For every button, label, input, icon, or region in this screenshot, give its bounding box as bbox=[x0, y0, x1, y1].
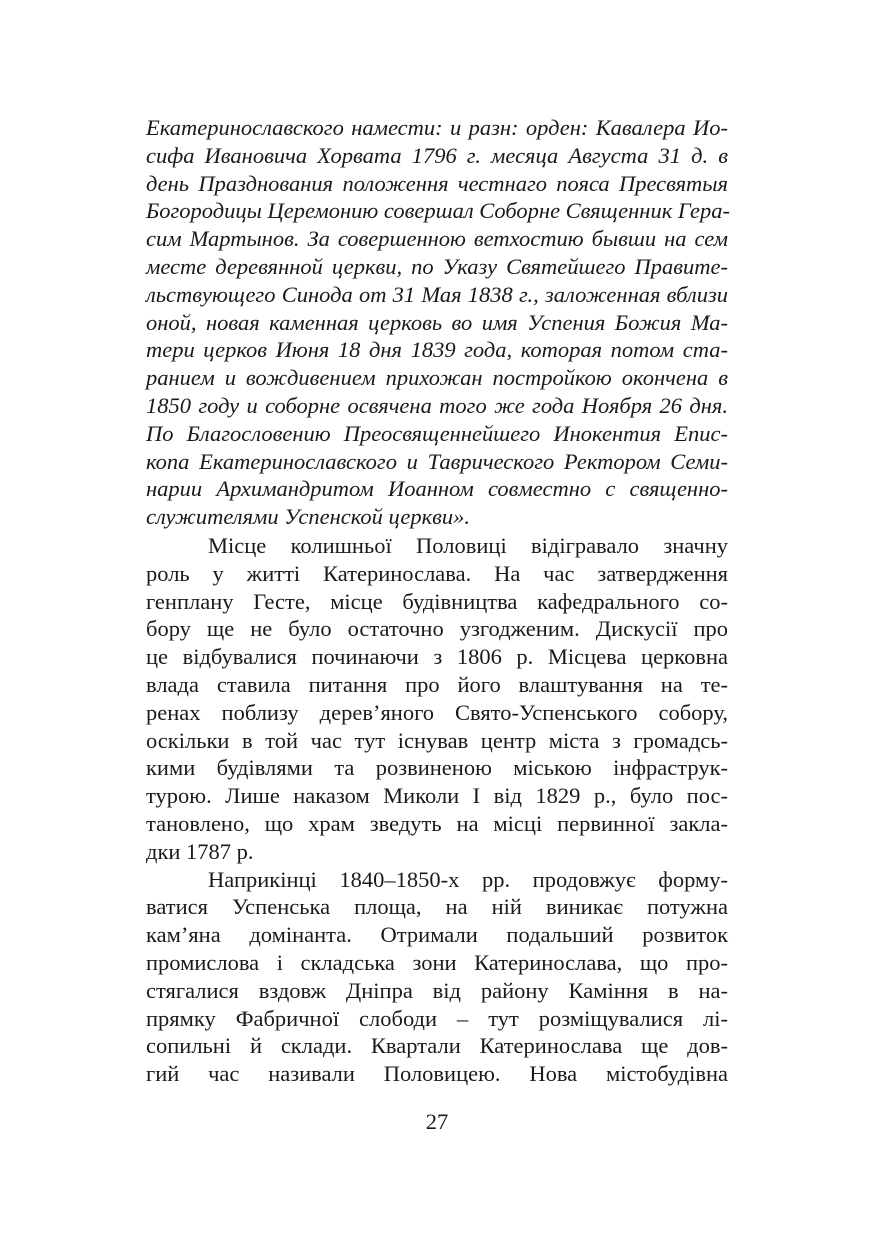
paragraph-line: промислова і складська зони Катеринослава, що про- bbox=[146, 949, 728, 975]
quoted-inscription bbox=[146, 114, 728, 531]
quote-line: копа Екатеринославского и Таврического Ректором Семи- bbox=[146, 448, 728, 474]
quote-line: ранием и вождивением прихожан постройкою окончена в bbox=[146, 365, 728, 391]
quote-line: сифа Ивановича Хорвата 1796 г. месяца Августа 31 д. в bbox=[146, 142, 728, 168]
paragraph-line: прямку Фабричної слободи – тут розміщувалися лі- bbox=[146, 1005, 728, 1031]
quote-line: Богородицы Церемонию совершал Соборне Священник Гера- bbox=[146, 198, 730, 224]
paragraph-line: Місце колишньої Половиці відігравало значну bbox=[208, 533, 728, 558]
quote-line: нарии Архимандритом Иоанном совместно с священно- bbox=[146, 476, 728, 502]
paragraph-line: генплану Гесте, місце будівництва кафедрального со- bbox=[146, 588, 728, 614]
quote-line: служителями Успенской церкви». bbox=[146, 504, 470, 530]
quote-line: 1850 году и соборне освячена того же года Ноября 26 дня. bbox=[146, 392, 728, 418]
quote-line: сим Мартынов. За совершенною ветхостию бывши на сем bbox=[146, 226, 728, 252]
quote-line: тери церков Июня 18 дня 1839 года, которая потом ста- bbox=[146, 337, 728, 363]
paragraph-line: стягалися вздовж Дніпра від району Каміння в на- bbox=[146, 977, 728, 1003]
quote-line: льствующего Синода от 31 Мая 1838 г., заложенная вблизи bbox=[146, 281, 728, 307]
quote-line: По Благословению Преосвященнейшего Инокентия Епис- bbox=[146, 420, 728, 446]
paragraph-line: ренах поблизу дерев’яного Свято-Успенського собору, bbox=[146, 699, 728, 725]
quote-line: месте деревянной церкви, по Указу Святейшего Правите- bbox=[146, 253, 728, 279]
quote-line: оной, новая каменная церковь во имя Успения Божия Ма- bbox=[146, 309, 728, 335]
paragraph bbox=[146, 866, 728, 1088]
paragraph-line: Наприкінці 1840–1850-х рр. продовжує форму- bbox=[208, 866, 728, 892]
paragraph-line: бору ще не було остаточно узгодженим. Дискусії про bbox=[146, 616, 728, 642]
paragraph-line: турою. Лише наказом Миколи І від 1829 р., було пос- bbox=[146, 783, 728, 809]
paragraph-line: це відбувалися починаючи з 1806 р. Місцева церковна bbox=[146, 644, 728, 670]
quote-line: Екатеринославского намести: и разн: орден: Кавалера Ио- bbox=[146, 115, 728, 140]
paragraph-line: кам’яна домінанта. Отримали подальший розвиток bbox=[146, 922, 728, 948]
paragraph-line: кими будівлями та розвиненою міською інфраструк- bbox=[146, 755, 728, 781]
paragraph-line: влада ставила питання про його влаштування на те- bbox=[146, 671, 728, 697]
paragraph-line: тановлено, що храм зведуть на місці первинної заклa- bbox=[146, 810, 728, 836]
quote-line: день Празднования положення честнаго пояса Пресвятыя bbox=[146, 170, 728, 196]
page-number: 27 bbox=[425, 1109, 449, 1134]
paragraph-line: роль у житті Катеринослава. На час затвердження bbox=[146, 560, 728, 586]
paragraph bbox=[146, 532, 728, 866]
body-text bbox=[146, 532, 728, 1088]
paragraph-line: сопильні й склади. Квартали Катеринослава ще дов- bbox=[146, 1033, 728, 1059]
paragraph-line: дки 1787 р. bbox=[146, 838, 254, 864]
paragraph-line: оскільки в той час тут існував центр міста з громадсь- bbox=[146, 727, 728, 753]
paragraph-line: гий час називали Половицею. Нова містобудівна bbox=[146, 1061, 728, 1087]
paragraph-line: ватися Успенська площа, на ній виникає потужна bbox=[146, 894, 728, 920]
